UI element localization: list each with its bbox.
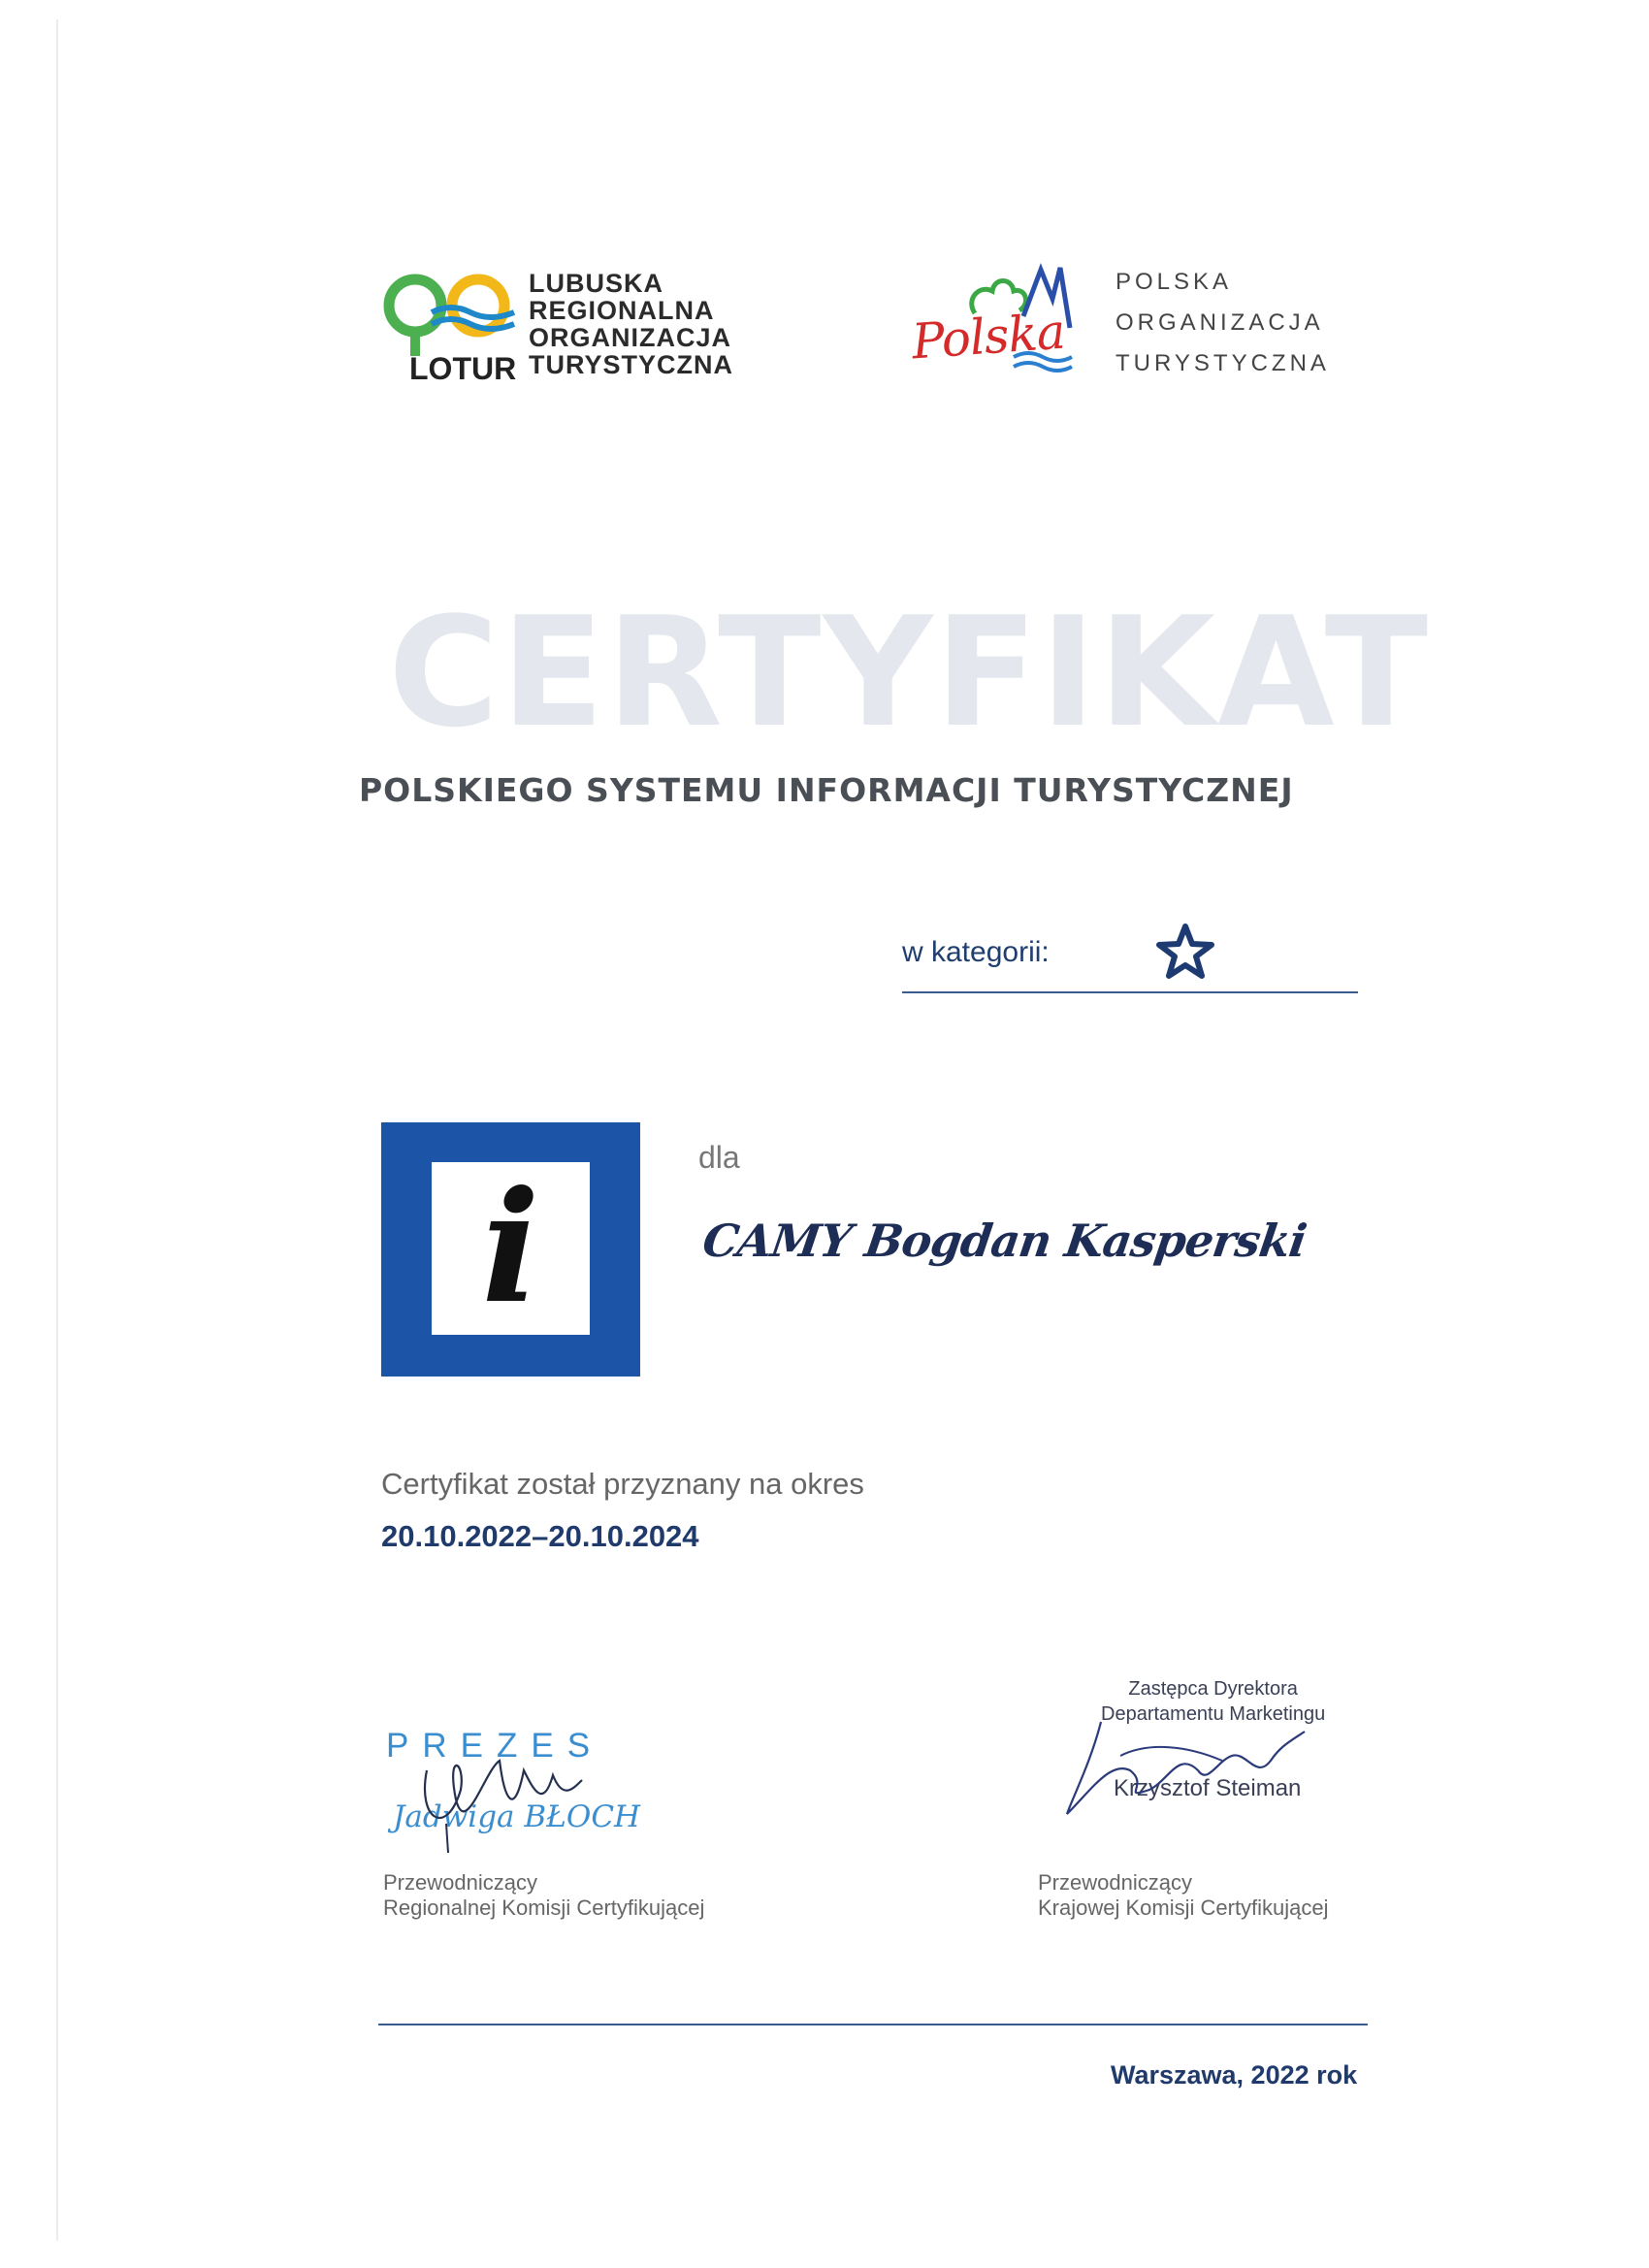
left-stamp-role: PREZES	[386, 1727, 604, 1765]
period-dates: 20.10.2022–20.10.2024	[381, 1519, 699, 1553]
lotur-emblem-icon	[383, 274, 519, 361]
right-caption-line: Krajowej Komisji Certyfikującej	[1038, 1895, 1329, 1920]
lotur-name-line: REGIONALNA	[529, 296, 715, 325]
footer-rule	[378, 2024, 1368, 2025]
page-edge	[56, 19, 58, 2241]
pot-name-line: TURYSTYCZNA	[1116, 350, 1330, 376]
category-label: w kategorii:	[902, 936, 1050, 968]
left-caption-line: Regionalnej Komisji Certyfikującej	[383, 1895, 705, 1920]
pot-name-line: ORGANIZACJA	[1116, 309, 1324, 336]
polska-wordmark: Polska	[910, 303, 1067, 371]
category-underline	[902, 991, 1358, 993]
lotur-wordmark: LOTUR	[409, 351, 517, 386]
left-caption-line: Przewodniczący	[383, 1870, 537, 1895]
right-stamp-name: Krzysztof Steiman	[1114, 1775, 1302, 1801]
left-stamp-name: Jadwiga BŁOCH	[393, 1799, 641, 1834]
place-and-date: Warszawa, 2022 rok	[1111, 2060, 1358, 2090]
right-stamp-role-line: Departamentu Marketingu	[1101, 1703, 1326, 1725]
right-caption	[1038, 1870, 1329, 1921]
certificate-title: CERTYFIKAT	[388, 584, 1431, 761]
lotur-name	[529, 270, 733, 378]
right-caption-line: Przewodniczący	[1038, 1870, 1192, 1895]
for-label: dla	[698, 1140, 740, 1175]
certificate-subtitle: POLSKIEGO SYSTEMU INFORMACJI TURYSTYCZNEJ	[359, 771, 1294, 809]
right-signature-scribble	[1062, 1702, 1334, 1829]
category-star-icon	[1156, 923, 1214, 980]
pot-name	[1116, 262, 1330, 384]
period-label: Certyfikat został przyznany na okres	[381, 1467, 864, 1501]
recipient-name: CAMY Bogdan Kasperski	[699, 1215, 1310, 1267]
lotur-name-line: ORGANIZACJA	[529, 323, 732, 352]
right-stamp-role-line: Zastępca Dyrektora	[1128, 1678, 1298, 1700]
lotur-name-line: LUBUSKA	[529, 269, 663, 298]
lotur-name-line: TURYSTYCZNA	[529, 350, 733, 379]
info-icon: i	[481, 1158, 540, 1338]
left-signature-scribble	[407, 1732, 601, 1858]
left-caption	[383, 1870, 704, 1921]
pot-name-line: POLSKA	[1116, 269, 1233, 295]
